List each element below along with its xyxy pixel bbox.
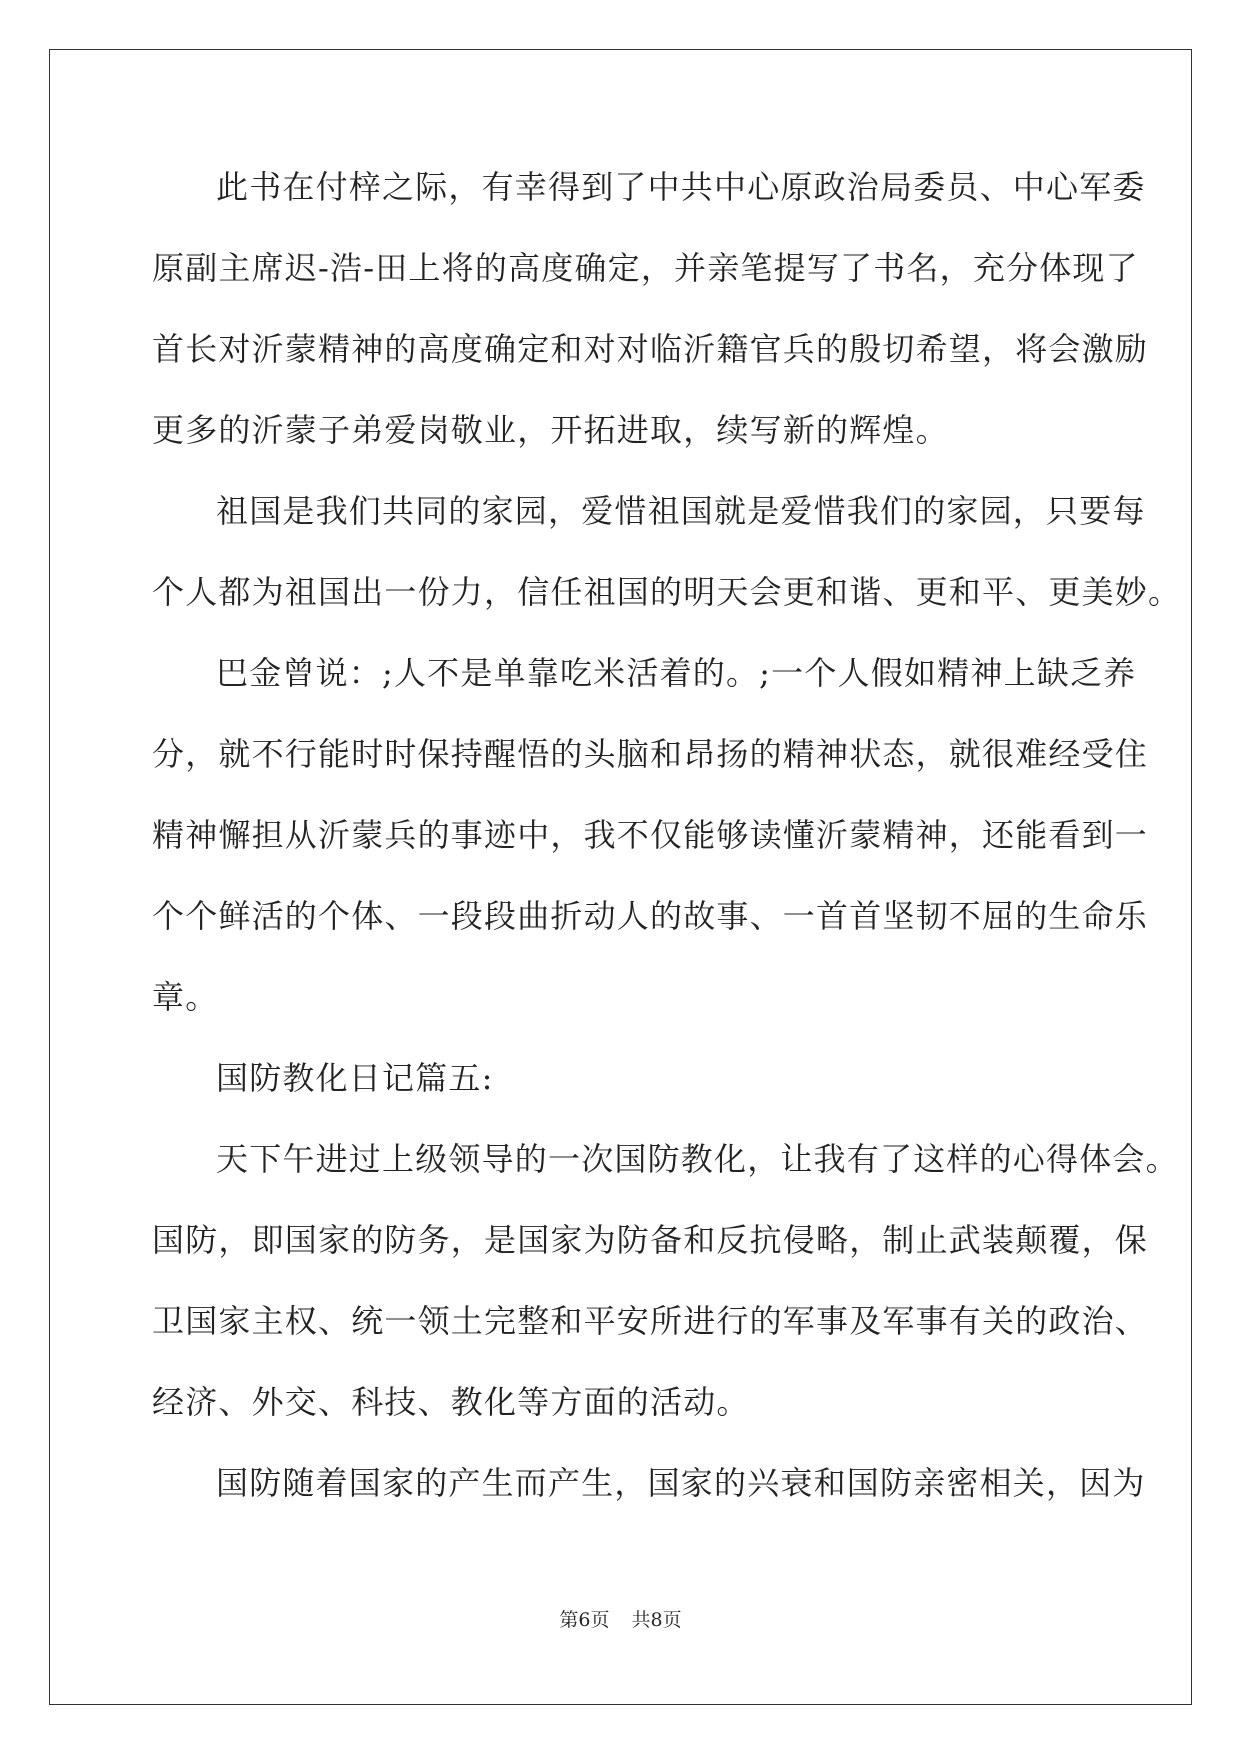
- text-line: 卫国家主权、统一领土完整和平安所进行的军事及军事有关的政治、: [152, 1302, 1149, 1340]
- document-body: [152, 163, 1182, 1540]
- text-line: 精神懈担从沂蒙兵的事迹中，我不仅能够读懂沂蒙精神，还能看到一: [152, 816, 1149, 854]
- text-line: 首长对沂蒙精神的高度确定和对对临沂籍官兵的殷切希望，将会激励: [152, 330, 1149, 368]
- total-pages-label: 共8页: [631, 1609, 682, 1631]
- section-heading: 国防教化日记篇五:: [216, 1059, 494, 1097]
- text-line: 个人都为祖国出一份力，信任祖国的明天会更和谐、更和平、更美妙。: [152, 573, 1182, 611]
- text-line: 国防随着国家的产生而产生，国家的兴衰和国防亲密相关，因为: [216, 1464, 1146, 1502]
- text-line: 此书在付梓之际，有幸得到了中共中心原政治局委员、中心军委: [216, 168, 1146, 206]
- text-line: 分，就不行能时时保持醒悟的头脑和昂扬的精神状态，就很难经受住: [152, 735, 1149, 773]
- text-line: 国防，即国家的防务，是国家为防备和反抗侵略，制止武装颠覆，保: [152, 1221, 1149, 1259]
- text-line: 经济、外交、科技、教化等方面的活动。: [152, 1383, 750, 1421]
- text-line: 章。: [152, 978, 219, 1016]
- text-line: 个个鲜活的个体、一段段曲折动人的故事、一首首坚韧不屈的生命乐: [152, 897, 1149, 935]
- text-line: 祖国是我们共同的家园，爱惜祖国就是爱惜我们的家园，只要每: [216, 492, 1146, 530]
- text-line: 原副主席迟-浩-田上将的高度确定，并亲笔提写了书名，充分体现了: [152, 249, 1139, 287]
- text-line: 巴金曾说：;人不是单靠吃米活着的。;一个人假如精神上缺乏养: [216, 654, 1137, 692]
- text-line: 更多的沂蒙子弟爱岗敬业，开拓进取，续写新的辉煌。: [152, 411, 949, 449]
- current-page-label: 第6页: [559, 1609, 610, 1631]
- text-line: 天下午进过上级领导的一次国防教化，让我有了这样的心得体会。: [216, 1140, 1179, 1178]
- page-footer: [0, 1605, 1241, 1632]
